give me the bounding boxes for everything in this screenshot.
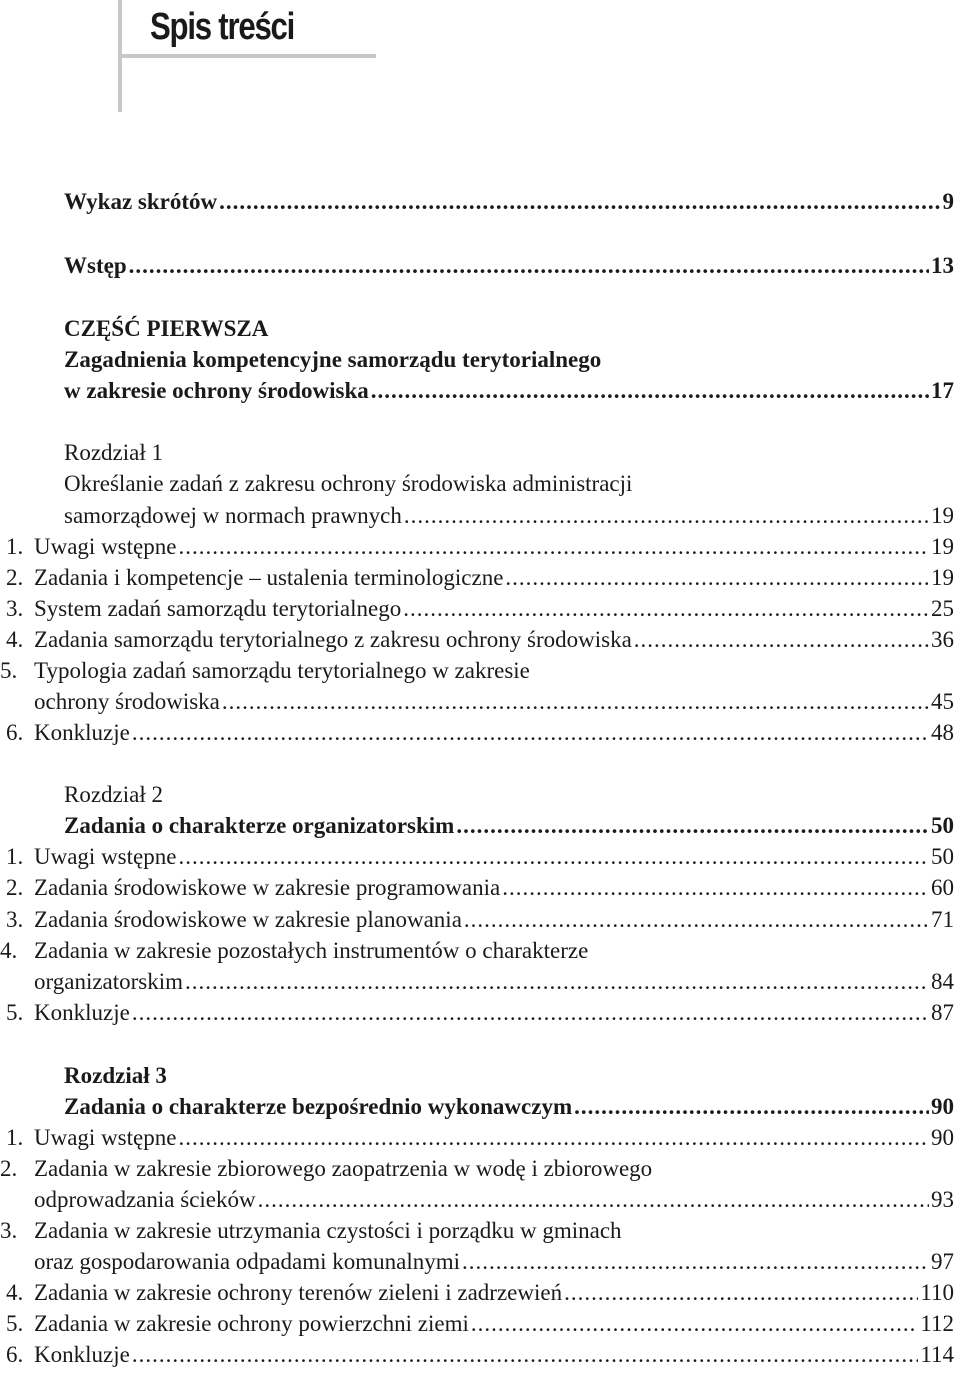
toc-entry-page: 36	[931, 627, 954, 652]
section-number: 2.	[0, 1156, 18, 1181]
toc-entry-text: Zadania i kompetencje – ustalenia terminologiczne	[34, 565, 504, 590]
toc-entry-text: samorządowej w normach prawnych	[64, 503, 402, 528]
section-number: 5.	[0, 658, 18, 683]
toc-entry-section[interactable]	[0, 1308, 954, 1339]
leader-dots	[456, 810, 929, 841]
toc-entry-page: 19	[931, 503, 954, 528]
section-number: 4.	[6, 627, 24, 652]
leader-dots	[564, 1277, 918, 1308]
toc-entry-page: 13	[931, 253, 954, 278]
toc-entry-section[interactable]	[0, 562, 954, 593]
leader-dots	[471, 1308, 918, 1339]
toc-entry-text: Konkluzje	[34, 1000, 130, 1025]
leader-dots	[502, 872, 929, 903]
toc-entry-page: 87	[931, 1000, 954, 1025]
toc-entry-text: System zadań samorządu terytorialnego	[34, 596, 402, 621]
toc-entry-part[interactable]	[64, 375, 954, 406]
toc-entry-page: 25	[931, 596, 954, 621]
leader-dots	[129, 250, 929, 281]
toc-entry-page: 93	[931, 1187, 954, 1212]
section-number: 4.	[0, 938, 18, 963]
toc-entry-section[interactable]	[0, 624, 954, 655]
leader-dots	[634, 624, 929, 655]
leader-dots	[178, 1122, 929, 1153]
chapter-title-line1: Określanie zadań z zakresu ochrony środowiska administracji	[64, 471, 633, 496]
toc-entry-page: 48	[931, 720, 954, 745]
page-title: Spis treści	[150, 6, 295, 48]
toc-entry-text: Wstęp	[64, 253, 127, 278]
toc-entry-text: Zadania środowiskowe w zakresie planowania	[34, 907, 462, 932]
part-title-line1: Zagadnienia kompetencyjne samorządu terytorialnego	[64, 347, 602, 372]
leader-dots	[574, 1091, 929, 1122]
section-title-line1: Zadania w zakresie zbiorowego zaopatrzenia w wodę i zbiorowego	[34, 1156, 653, 1181]
section-number: 6.	[6, 1342, 24, 1367]
toc-entry-section[interactable]	[0, 531, 954, 562]
leader-dots	[185, 966, 929, 997]
leader-dots	[219, 186, 940, 217]
toc-entry-section[interactable]	[0, 593, 954, 624]
toc-entry-page: 19	[931, 565, 954, 590]
part-label: CZĘŚĆ PIERWSZA	[64, 316, 269, 341]
toc-entry-section[interactable]	[0, 686, 954, 717]
leader-dots	[462, 1246, 929, 1277]
chapter-label: Rozdział 2	[64, 782, 163, 807]
toc-entry-text: Wykaz skrótów	[64, 189, 218, 214]
section-number: 3.	[6, 907, 24, 932]
toc-entry-page: 97	[931, 1249, 954, 1274]
toc-entry-page: 45	[931, 689, 954, 714]
toc-entry-text: Zadania o charakterze bezpośrednio wykonawczym	[64, 1094, 573, 1119]
toc-entry-page: 50	[931, 844, 954, 869]
section-title-line1: Zadania w zakresie pozostałych instrumentów o charakterze	[34, 938, 589, 963]
leader-dots	[404, 500, 929, 531]
toc-entry-section[interactable]	[0, 872, 954, 903]
toc-entry-page: 71	[931, 907, 954, 932]
toc-entry-section[interactable]	[0, 1122, 954, 1153]
toc-entry-text: Zadania samorządu terytorialnego z zakresu ochrony środowiska	[34, 627, 632, 652]
toc-entry-wykaz[interactable]	[64, 186, 954, 217]
toc-entry-section[interactable]	[0, 904, 954, 935]
leader-dots	[132, 717, 929, 748]
title-horizontal-rule	[118, 54, 376, 58]
toc-entry-text: Uwagi wstępne	[34, 1125, 177, 1150]
section-number: 3.	[6, 596, 24, 621]
chapter-label: Rozdział 1	[64, 440, 163, 465]
leader-dots	[258, 1184, 929, 1215]
toc-entry-section[interactable]	[0, 1184, 954, 1215]
section-number: 2.	[6, 875, 24, 900]
section-number: 1.	[6, 534, 24, 559]
leader-dots	[222, 686, 929, 717]
section-title-line1: Zadania w zakresie utrzymania czystości i porządku w gminach	[34, 1218, 622, 1243]
toc-entry-text: ochrony środowiska	[34, 689, 220, 714]
section-number: 6.	[6, 720, 24, 745]
toc-entry-section[interactable]	[0, 997, 954, 1028]
toc-entry-page: 50	[931, 813, 954, 838]
section-title-line1: Typologia zadań samorządu terytorialnego w zakresie	[34, 658, 530, 683]
toc-entry-section[interactable]	[0, 717, 954, 748]
toc-entry-text: Uwagi wstępne	[34, 844, 177, 869]
section-number: 5.	[6, 1311, 24, 1336]
toc-entry-page: 90	[931, 1094, 954, 1119]
toc-entry-text: w zakresie ochrony środowiska	[64, 378, 369, 403]
toc-entry-wstep[interactable]	[64, 250, 954, 281]
toc-entry-section[interactable]	[0, 966, 954, 997]
leader-dots	[132, 997, 929, 1028]
toc-entry-chapter[interactable]	[64, 1091, 954, 1122]
leader-dots	[132, 1339, 919, 1370]
section-number: 2.	[6, 565, 24, 590]
section-number: 1.	[6, 1125, 24, 1150]
toc-entry-page: 84	[931, 969, 954, 994]
toc-entry-page: 19	[931, 534, 954, 559]
toc-entry-section[interactable]	[0, 1339, 954, 1370]
toc-entry-text: Zadania w zakresie ochrony terenów zieleni i zadrzewień	[34, 1280, 563, 1305]
toc-entry-section[interactable]	[0, 1246, 954, 1277]
toc-entry-text: Konkluzje	[34, 1342, 130, 1367]
leader-dots	[403, 593, 929, 624]
toc-entry-text: Uwagi wstępne	[34, 534, 177, 559]
toc-entry-page: 112	[920, 1311, 954, 1336]
toc-entry-page: 17	[931, 378, 954, 403]
toc-entry-chapter[interactable]	[64, 810, 954, 841]
chapter-label: Rozdział 3	[64, 1063, 167, 1088]
section-number: 5.	[6, 1000, 24, 1025]
toc-entry-text: Zadania w zakresie ochrony powierzchni ziemi	[34, 1311, 469, 1336]
toc-entry-page: 60	[931, 875, 954, 900]
toc-entry-page: 90	[931, 1125, 954, 1150]
leader-dots	[178, 531, 929, 562]
leader-dots	[371, 375, 929, 406]
leader-dots	[178, 841, 929, 872]
toc-entry-section[interactable]	[0, 1277, 954, 1308]
toc-entry-chapter[interactable]	[64, 500, 954, 531]
section-number: 1.	[6, 844, 24, 869]
leader-dots	[505, 562, 929, 593]
toc-entry-page: 114	[920, 1342, 954, 1367]
toc-entry-text: Konkluzje	[34, 720, 130, 745]
toc-entry-section[interactable]	[0, 841, 954, 872]
toc-entry-text: organizatorskim	[34, 969, 184, 994]
leader-dots	[464, 904, 929, 935]
toc-entry-text: odprowadzania ścieków	[34, 1187, 256, 1212]
toc-entry-page: 9	[942, 189, 954, 214]
section-number: 4.	[6, 1280, 24, 1305]
section-number: 3.	[0, 1218, 18, 1243]
toc-entry-text: Zadania o charakterze organizatorskim	[64, 813, 455, 838]
toc-entry-text: oraz gospodarowania odpadami komunalnymi	[34, 1249, 461, 1274]
toc-entry-text: Zadania środowiskowe w zakresie programowania	[34, 875, 501, 900]
toc-entry-page: 110	[920, 1280, 954, 1305]
